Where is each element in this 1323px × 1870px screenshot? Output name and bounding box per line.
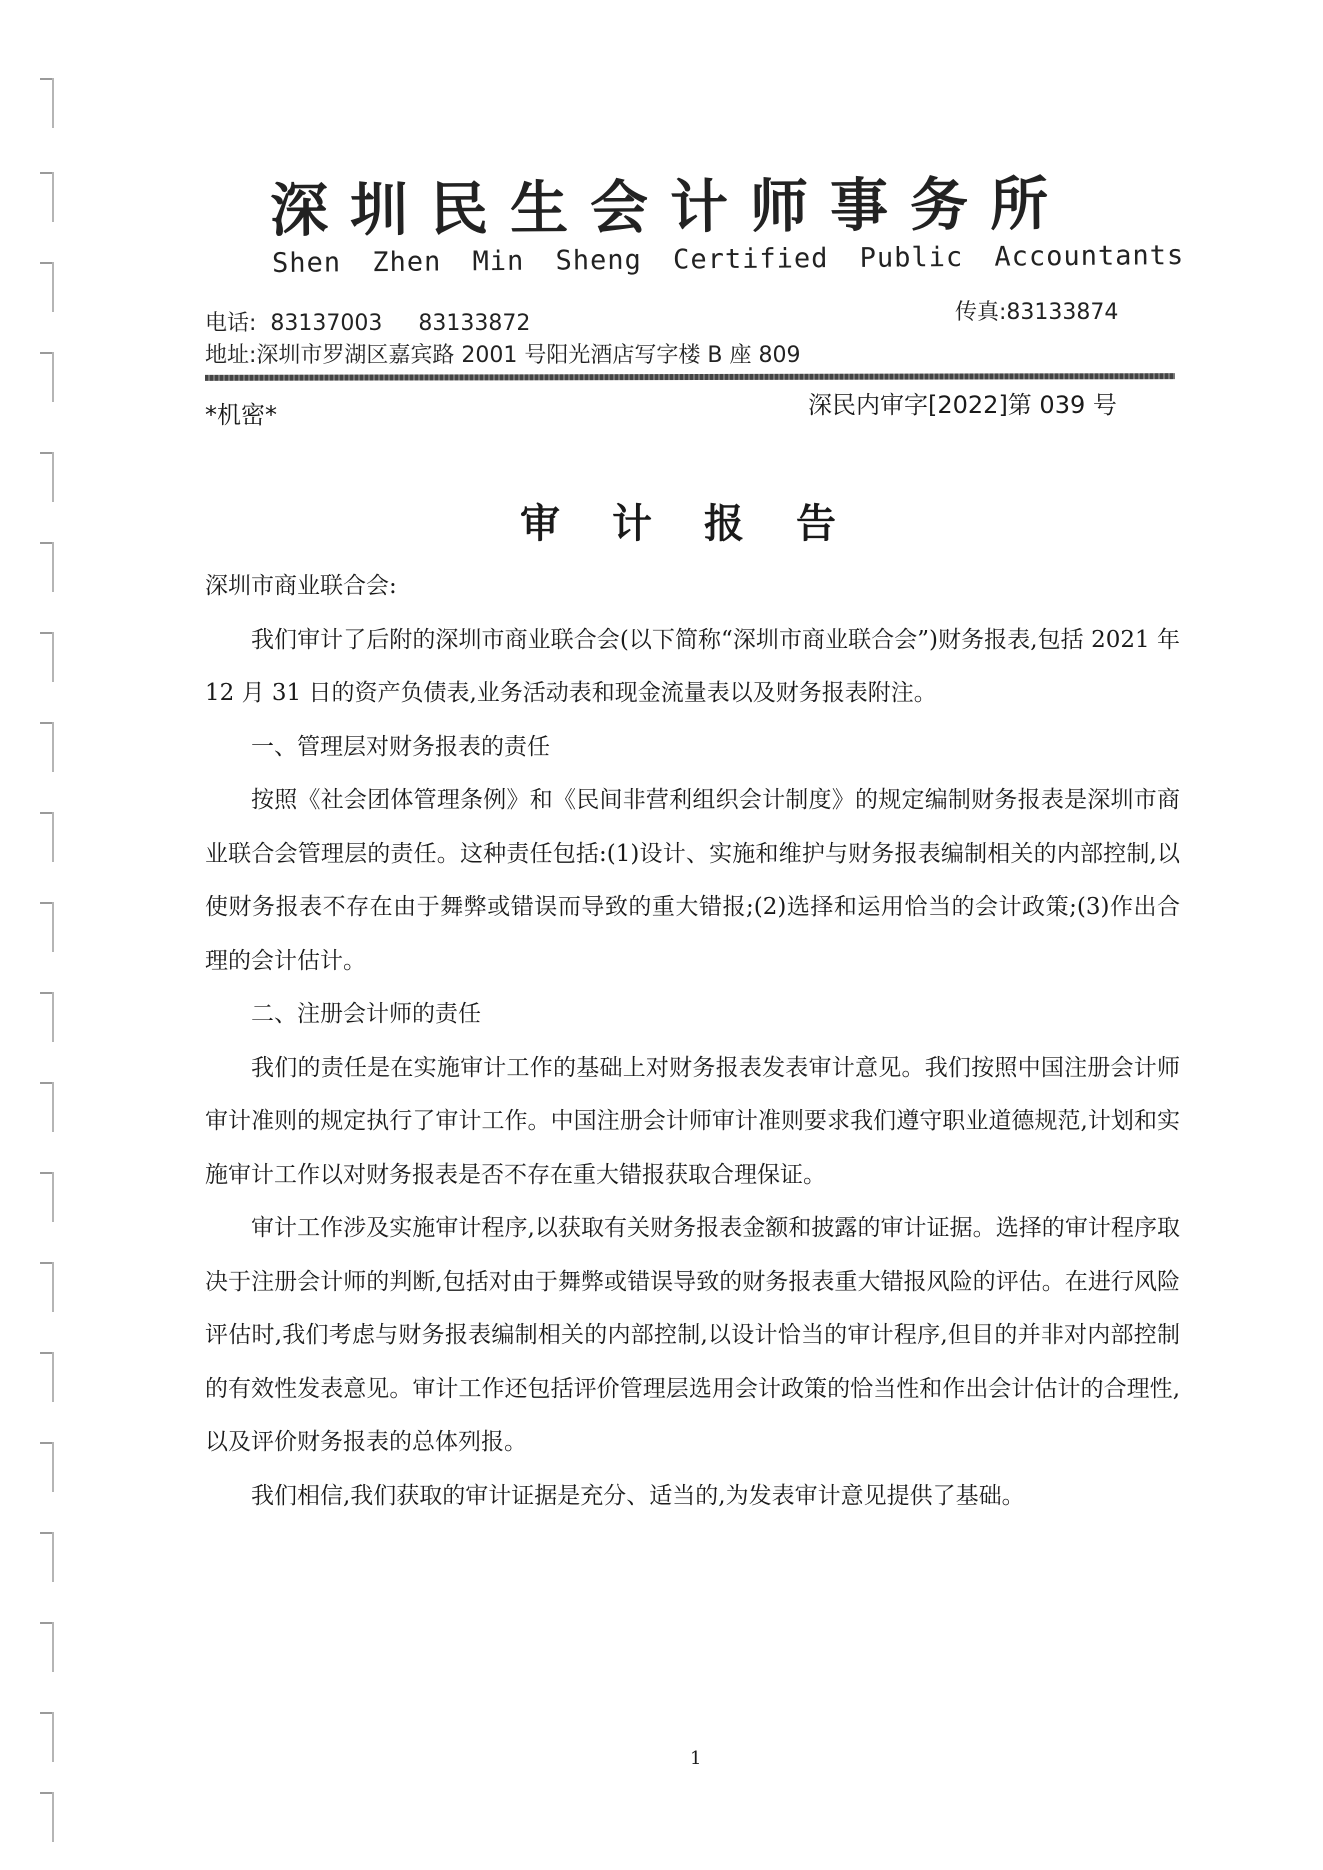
fax-row — [955, 295, 1118, 326]
fax-number: 83133874 — [1006, 300, 1119, 325]
intro-paragraph: 我们审计了后附的深圳市商业联合会(以下简称“深圳市商业联合会”)财务报表,包括 2021 年 12 月 31 日的资产负债表,业务活动表和现金流量表以及财务报表附注。 — [205, 626, 1180, 706]
phone-row — [205, 306, 566, 337]
audit-evidence-paragraph: 我们相信,我们获取的审计证据是充分、适当的,为发表审计意见提供了基础。 — [251, 1482, 1025, 1509]
binding-edge — [34, 0, 60, 1870]
report-title: 审计报告 — [520, 501, 888, 547]
firm-name-en: Shen Zhen Min Sheng Certified Public Accountants — [271, 240, 1185, 279]
audit-procedures-paragraph: 审计工作涉及实施审计程序,以获取有关财务报表金额和披露的审计证据。选择的审计程序取决于注册会计师的判断,包括对由于舞弊或错误导致的财务报表重大错报风险的评估。在进行风险评估时,我们考虑与财务报表编制相关的内部控制,以设计恰当的审计程序,但目的并非对内部控制的有效性发表意见。审计工作还包括评价管理层选用会计政策的恰当性和作出会计估计的合理性,以及评价财务报表的总体列报。 — [205, 1215, 1180, 1455]
phone-label: 电话: — [205, 311, 257, 336]
auditor-responsibility-paragraph: 我们的责任是在实施审计工作的基础上对财务报表发表审计意见。我们按照中国注册会计师审计准则的规定执行了审计工作。中国注册会计师审计准则要求我们遵守职业道德规范,计划和实施审计工作以对财务报表是否不存在重大错报获取合理保证。 — [205, 1054, 1180, 1188]
phone-number-1: 83137003 — [270, 311, 383, 336]
document-number: 深民内审字[2022]第 039 号 — [808, 391, 1117, 419]
firm-name-cn: 深圳民生会计师事务所 — [269, 169, 1071, 245]
phone-number-2: 83133872 — [418, 311, 531, 336]
address-row — [205, 338, 800, 369]
fax-label: 传真: — [955, 300, 1007, 325]
management-responsibility-paragraph: 按照《社会团体管理条例》和《民间非营利组织会计制度》的规定编制财务报表是深圳市商业联合会管理层的责任。这种责任包括:(1)设计、实施和维护与财务报表编制相关的内部控制,以使财务报表不存在由于舞弊或错误而导致的重大错报;(2)选择和运用恰当的会计政策;(3)作出合理的会计估计。 — [205, 787, 1180, 974]
section-heading-management: 一、管理层对财务报表的责任 — [251, 733, 550, 760]
address-label: 地址: — [205, 343, 257, 368]
header-rule — [205, 373, 1175, 381]
page-number: 1 — [690, 1748, 702, 1769]
salutation: 深圳市商业联合会: — [205, 573, 397, 599]
address-text: 深圳市罗湖区嘉宾路 2001 号阳光酒店写字楼 B 座 809 — [256, 343, 801, 368]
confidential-mark: *机密* — [205, 401, 277, 429]
report-body — [205, 560, 1180, 1523]
section-heading-auditor: 二、注册会计师的责任 — [251, 1001, 481, 1027]
